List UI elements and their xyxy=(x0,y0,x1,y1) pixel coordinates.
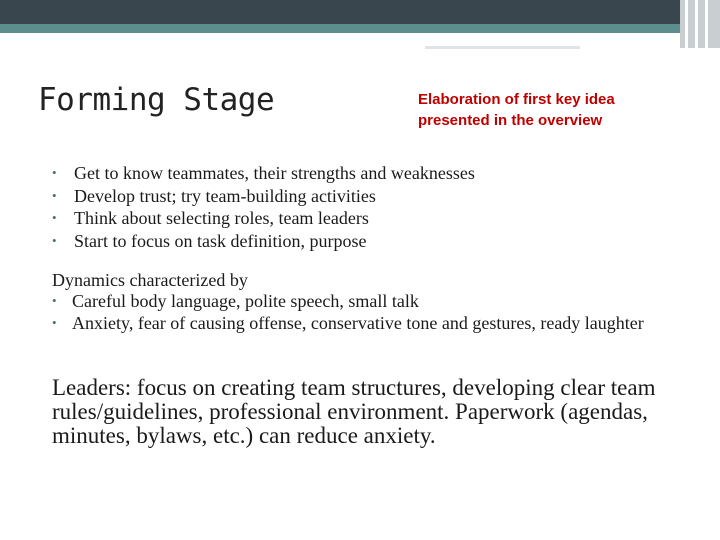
list-item xyxy=(52,314,702,332)
bullet-icon: • xyxy=(52,292,57,308)
bullet-icon: • xyxy=(52,187,57,203)
list-item xyxy=(52,292,702,310)
dynamics-list xyxy=(52,292,702,332)
dynamics-heading: Dynamics characterized by xyxy=(52,270,248,290)
header-accent-bar xyxy=(0,24,720,33)
list-item-text: Get to know teammates, their strengths and weaknesses xyxy=(74,163,475,183)
leaders-paragraph: Leaders: focus on creating team structures, developing clear team rules/guidelines, professional environment. Paperwork (agendas, minutes, bylaws, etc.) can reduce anxiety. xyxy=(52,375,656,448)
bullet-icon: • xyxy=(52,210,57,225)
dynamics-section xyxy=(52,270,702,336)
key-points-list xyxy=(52,162,475,252)
header-bar xyxy=(0,0,720,24)
list-item-text: Anxiety, fear of causing offense, conservative tone and gestures, ready laughter xyxy=(72,312,644,333)
list-item xyxy=(52,162,475,185)
callout-note xyxy=(418,89,678,131)
bullet-icon: • xyxy=(52,232,57,248)
corner-stripe xyxy=(685,0,688,48)
list-item-text: Think about selecting roles, team leaders xyxy=(74,208,369,228)
callout-line: Elaboration of first key idea xyxy=(418,91,615,108)
corner-stripe xyxy=(695,0,698,48)
list-item xyxy=(52,207,475,230)
list-item xyxy=(52,230,475,253)
callout-line: presented in the overview xyxy=(418,112,603,129)
corner-decoration xyxy=(680,0,720,48)
list-item xyxy=(52,185,475,208)
decorative-line xyxy=(425,46,580,49)
bullet-icon: • xyxy=(52,165,57,180)
list-item-text: Develop trust; try team-building activities xyxy=(74,185,376,206)
bullet-icon: • xyxy=(52,314,57,330)
list-item-text: Careful body language, polite speech, small talk xyxy=(72,290,419,311)
list-item-text: Start to focus on task definition, purpose xyxy=(74,230,367,251)
slide-title: Forming Stage xyxy=(38,82,275,118)
corner-stripe xyxy=(705,0,708,48)
